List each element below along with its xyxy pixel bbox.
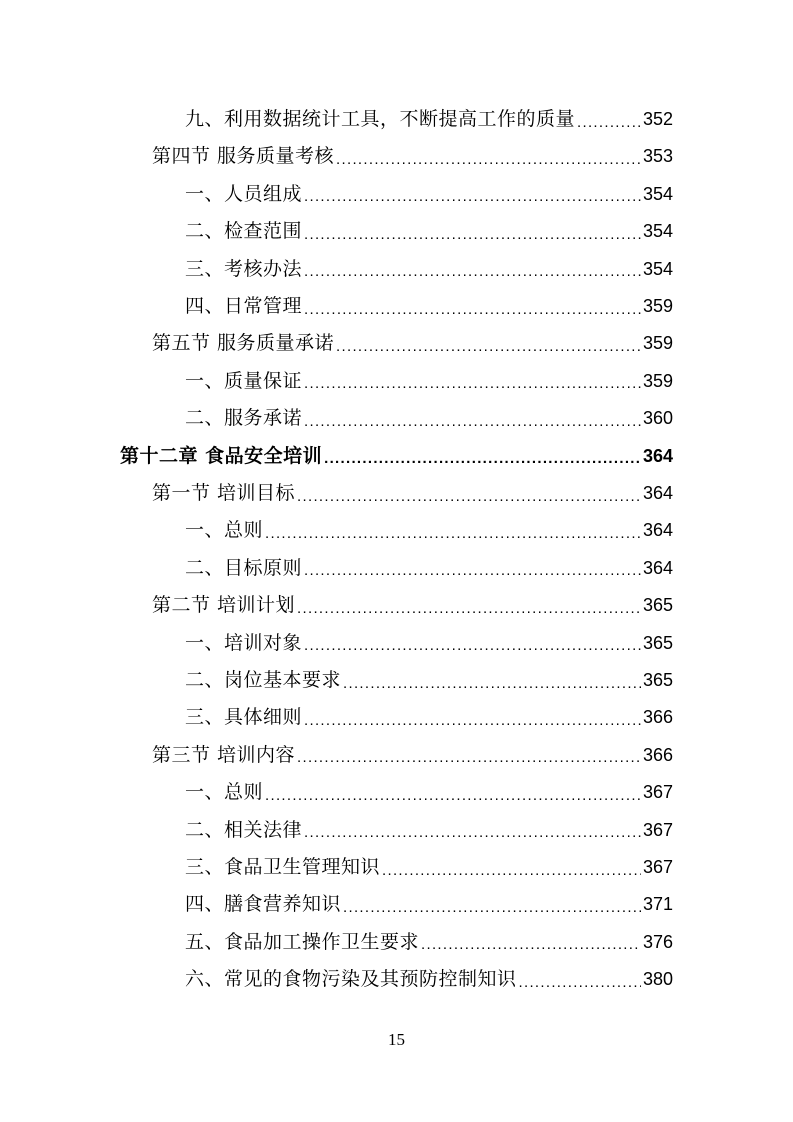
toc-entry-page: 367	[642, 782, 673, 803]
toc-entry-page: 360	[642, 408, 673, 429]
toc-entry-page: 354	[642, 258, 673, 279]
dot-leader	[304, 630, 641, 656]
toc-entry-page: 380	[642, 969, 673, 990]
toc-entry[interactable]	[185, 363, 673, 400]
toc-entry-label: 第二节 培训计划	[152, 594, 296, 617]
toc-entry[interactable]	[185, 251, 673, 288]
toc-entry-page: 366	[642, 744, 673, 765]
toc-entry[interactable]	[185, 512, 673, 549]
toc-entry[interactable]	[185, 886, 673, 923]
toc-entry-page: 364	[642, 557, 673, 578]
toc-entry-label: 一、培训对象	[185, 631, 303, 654]
toc-entry[interactable]	[152, 138, 673, 175]
toc-entry[interactable]	[185, 699, 673, 736]
toc-entry[interactable]	[185, 176, 673, 213]
toc-entry-page: 365	[642, 595, 673, 616]
toc-entry-label: 三、食品卫生管理知识	[185, 856, 381, 878]
toc-entry[interactable]	[185, 774, 673, 811]
toc-entry-page: 366	[642, 707, 673, 728]
toc-entry-label: 第十二章 食品安全培训	[120, 444, 323, 467]
toc-entry[interactable]	[152, 475, 673, 512]
toc-entry-label: 四、膳食营养知识	[185, 893, 342, 916]
dot-leader	[336, 144, 641, 170]
toc-entry[interactable]	[152, 325, 673, 362]
toc-entry[interactable]	[185, 625, 673, 662]
toc-entry-label: 二、岗位基本要求	[185, 669, 342, 691]
toc-entry-page: 376	[642, 931, 673, 952]
toc-entry-page: 371	[642, 894, 673, 915]
dot-leader	[304, 256, 641, 282]
toc-chapter-entry[interactable]	[120, 438, 673, 475]
toc-entry-page: 364	[642, 520, 673, 541]
toc-entry[interactable]	[185, 101, 673, 138]
dot-leader	[343, 668, 641, 694]
toc-entry-page: 367	[642, 857, 673, 877]
toc-entry-label: 二、目标原则	[185, 556, 303, 579]
toc-entry-page: 359	[642, 296, 673, 316]
toc-entry-label: 一、总则	[185, 519, 264, 542]
toc-entry-label: 第一节 培训目标	[152, 482, 296, 504]
toc-entry[interactable]	[185, 213, 673, 250]
toc-entry-label: 二、检查范围	[185, 220, 303, 243]
page-number: 15	[388, 1030, 405, 1049]
toc-entry-label: 一、质量保证	[185, 369, 303, 392]
dot-leader	[304, 705, 641, 731]
toc-entry[interactable]	[185, 961, 673, 998]
dot-leader	[297, 481, 641, 507]
toc-entry-label: 第三节 培训内容	[152, 743, 296, 766]
toc-entry-label: 九、利用数据统计工具，不断提高工作的质量	[185, 108, 576, 130]
toc-entry-page: 359	[642, 370, 673, 391]
dot-leader	[297, 742, 641, 768]
dot-leader	[577, 107, 641, 133]
toc-entry-page: 365	[642, 670, 673, 690]
toc-entry[interactable]	[152, 587, 673, 624]
dot-leader	[304, 406, 641, 432]
dot-leader	[304, 555, 641, 581]
toc-entry-label: 四、日常管理	[185, 295, 303, 317]
toc-entry-label: 二、服务承诺	[185, 407, 303, 430]
toc-entry-label: 二、相关法律	[185, 818, 303, 841]
toc-entry-page: 359	[642, 333, 673, 354]
dot-leader	[297, 593, 641, 619]
toc-entry[interactable]	[185, 550, 673, 587]
dot-leader	[519, 967, 641, 993]
toc-entry-page: 354	[642, 183, 673, 204]
toc-entry-label: 五、食品加工操作卫生要求	[185, 930, 420, 953]
toc-entry-page: 352	[642, 109, 673, 129]
toc-entry-label: 第四节 服务质量考核	[152, 145, 335, 168]
toc-entry[interactable]	[185, 849, 673, 886]
toc-entry[interactable]	[185, 400, 673, 437]
toc-entry-page: 365	[642, 632, 673, 653]
toc-entry-page: 364	[642, 445, 673, 466]
dot-leader	[336, 331, 641, 357]
toc-entry-page: 353	[642, 146, 673, 167]
toc-entry-page: 354	[642, 221, 673, 242]
toc-entry-label: 六、常见的食物污染及其预防控制知识	[185, 968, 517, 991]
toc-entry-label: 三、考核办法	[185, 257, 303, 280]
dot-leader	[304, 368, 641, 394]
toc-entry[interactable]	[185, 662, 673, 699]
dot-leader	[265, 780, 641, 806]
toc-entry-label: 一、人员组成	[185, 182, 303, 205]
dot-leader	[324, 443, 641, 469]
dot-leader	[304, 817, 641, 843]
dot-leader	[304, 181, 641, 207]
dot-leader	[304, 294, 641, 320]
dot-leader	[382, 855, 641, 881]
toc-entry[interactable]	[185, 288, 673, 325]
toc-entry-label: 一、总则	[185, 781, 264, 804]
toc-entry-label: 第五节 服务质量承诺	[152, 332, 335, 355]
dot-leader	[421, 929, 641, 955]
toc-entry-label: 三、具体细则	[185, 706, 303, 729]
toc-entry[interactable]	[185, 924, 673, 961]
dot-leader	[343, 892, 641, 918]
toc-entry[interactable]	[152, 737, 673, 774]
toc-entry-page: 367	[642, 819, 673, 840]
dot-leader	[304, 219, 641, 245]
toc-entry-page: 364	[642, 483, 673, 503]
dot-leader	[265, 518, 641, 544]
toc-entry[interactable]	[185, 812, 673, 849]
